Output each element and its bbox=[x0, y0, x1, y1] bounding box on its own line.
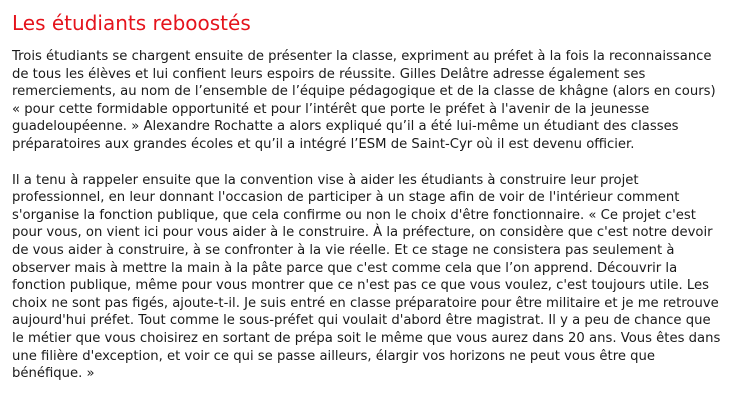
article-paragraph-2: Il a tenu à rappeler ensuite que la convention vise à aider les étudiants à construire leur projet professionnel, en leur donnant l'occasion de participer à un stage afin de voir de l'intérieur comment s'organise la fonction publique, que cela confirme ou non le choix d'être fonctionnaire. « Ce projet c'est pour vous, on vient ici pour vous aider à le construire. À la préfecture, on considère que c'est notre devoir de vous aider à construire, à se confronter à la vie réelle. Et ce stage ne consistera pas seulement à observer mais à mettre la main à la pâte parce que c'est comme cela que l’on apprend. Découvrir la fonction publique, même pour vous montrer que ce n'est pas ce que vous voulez, c'est toujours utile. Les choix ne sont pas figés, ajoute-t-il. Je suis entré en classe préparatoire pour être militaire et je me retrouve aujourd'hui préfet. Tout comme le sous-préfet qui voulait d'abord être magistrat. Il y a peu de chance que le métier que vous choisirez en sortant de prépa soit le même que vous aurez dans 20 ans. Vous êtes dans une filière d'exception, et voir ce qui se passe ailleurs, élargir vos horizons ne peut vous être que bénéfique. » bbox=[12, 172, 721, 382]
article bbox=[12, 10, 722, 383]
article-paragraph-1: Trois étudiants se chargent ensuite de présenter la classe, expriment au préfet à la fois la reconnaissance de tous les élèves et lui confient leurs espoirs de réussite. Gilles Delâtre adresse également ses remerciements, au nom de l’ensemble de l’équipe pédagogique et de la classe de khâgne (alors en cours) « pour cette formidable opportunité et pour l’intérêt que porte le préfet à l'avenir de la jeunesse guadeloupéenne. » Alexandre Rochatte a alors expliqué qu’il a été lui-même un étudiant des classes préparatoires aux grandes écoles et qu’il a intégré l’ESM de Saint-Cyr où il est devenu officier. bbox=[12, 49, 716, 152]
article-title: Les étudiants reboostés bbox=[12, 11, 251, 35]
